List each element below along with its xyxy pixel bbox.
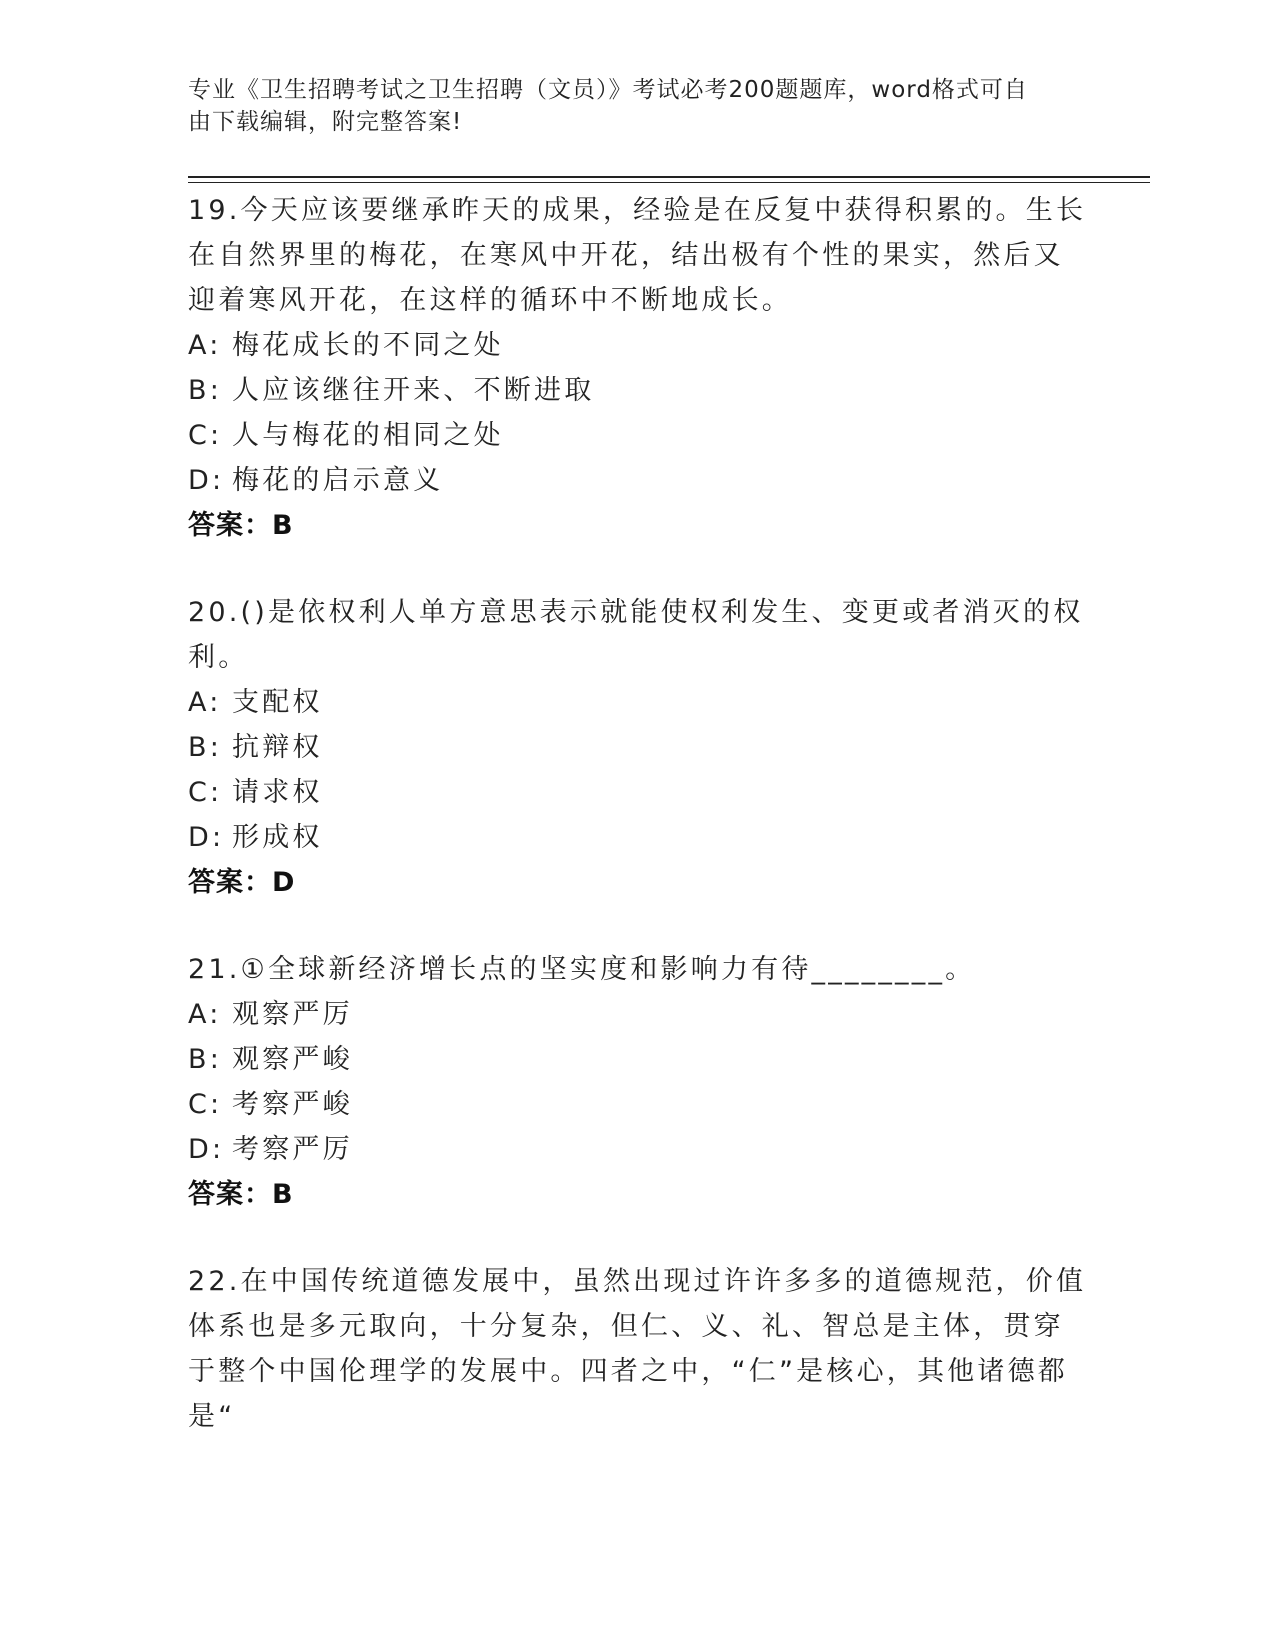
option-c <box>188 413 1088 458</box>
header-title-line-2: 由下载编辑，附完整答案! <box>188 109 463 135</box>
option-d <box>188 815 1088 860</box>
option-key: C: <box>188 1089 223 1120</box>
option-d <box>188 1127 1088 1172</box>
option-key: D: <box>188 465 225 496</box>
answer-label: 答案：B <box>188 1179 294 1210</box>
option-text: 观察严厉 <box>232 999 353 1030</box>
answer-label: 答案：D <box>188 867 296 898</box>
option-text: 人与梅花的相同之处 <box>232 420 504 451</box>
header-divider-thick <box>188 176 1150 178</box>
option-key: D: <box>188 1134 225 1165</box>
option-text: 抗辩权 <box>232 732 323 763</box>
option-a <box>188 323 1088 368</box>
question-21 <box>188 947 1088 1217</box>
option-text: 人应该继往开来、不断进取 <box>232 375 595 406</box>
header-title-line-1: 专业《卫生招聘考试之卫生招聘（文员）》考试必考200题题库，word格式可自 <box>188 77 1028 103</box>
option-text: 支配权 <box>232 687 323 718</box>
option-text: 形成权 <box>232 822 323 853</box>
document-header <box>188 74 1068 138</box>
option-text: 考察严峻 <box>232 1089 353 1120</box>
option-text: 请求权 <box>232 777 323 808</box>
question-stem: 19.今天应该要继承昨天的成果，经验是在反复中获得积累的。生长在自然界里的梅花，在寒风中开花，结出极有个性的果实，然后又迎着寒风开花，在这样的循环中不断地成长。 <box>188 195 1087 316</box>
question-stem: 20.()是依权利人单方意思表示就能使权利发生、变更或者消灭的权利。 <box>188 597 1084 673</box>
option-b <box>188 368 1088 413</box>
option-key: B: <box>188 732 223 763</box>
option-key: C: <box>188 777 223 808</box>
option-key: B: <box>188 1044 223 1075</box>
option-key: B: <box>188 375 223 406</box>
question-20 <box>188 590 1088 905</box>
answer-label: 答案：B <box>188 510 294 541</box>
option-key: A: <box>188 999 222 1030</box>
question-stem: 22.在中国传统道德发展中，虽然出现过许许多多的道德规范，价值体系也是多元取向，十分复杂，但仁、义、礼、智总是主体，贯穿于整个中国伦理学的发展中。四者之中，“仁”是核心，其他诸德都是“ <box>188 1266 1087 1432</box>
question-stem: 21.①全球新经济增长点的坚实度和影响力有待________。 <box>188 954 976 985</box>
option-c <box>188 1082 1088 1127</box>
option-text: 考察严厉 <box>232 1134 353 1165</box>
question-22 <box>188 1259 1088 1439</box>
option-b <box>188 1037 1088 1082</box>
question-list <box>188 188 1088 1481</box>
option-c <box>188 770 1088 815</box>
option-text: 梅花的启示意义 <box>232 465 444 496</box>
option-b <box>188 725 1088 770</box>
option-key: D: <box>188 822 225 853</box>
option-text: 观察严峻 <box>232 1044 353 1075</box>
header-divider-thin <box>188 182 1150 183</box>
option-a <box>188 680 1088 725</box>
option-text: 梅花成长的不同之处 <box>232 330 504 361</box>
option-d <box>188 458 1088 503</box>
option-key: A: <box>188 687 222 718</box>
question-19 <box>188 188 1088 548</box>
option-key: C: <box>188 420 223 451</box>
option-a <box>188 992 1088 1037</box>
option-key: A: <box>188 330 222 361</box>
